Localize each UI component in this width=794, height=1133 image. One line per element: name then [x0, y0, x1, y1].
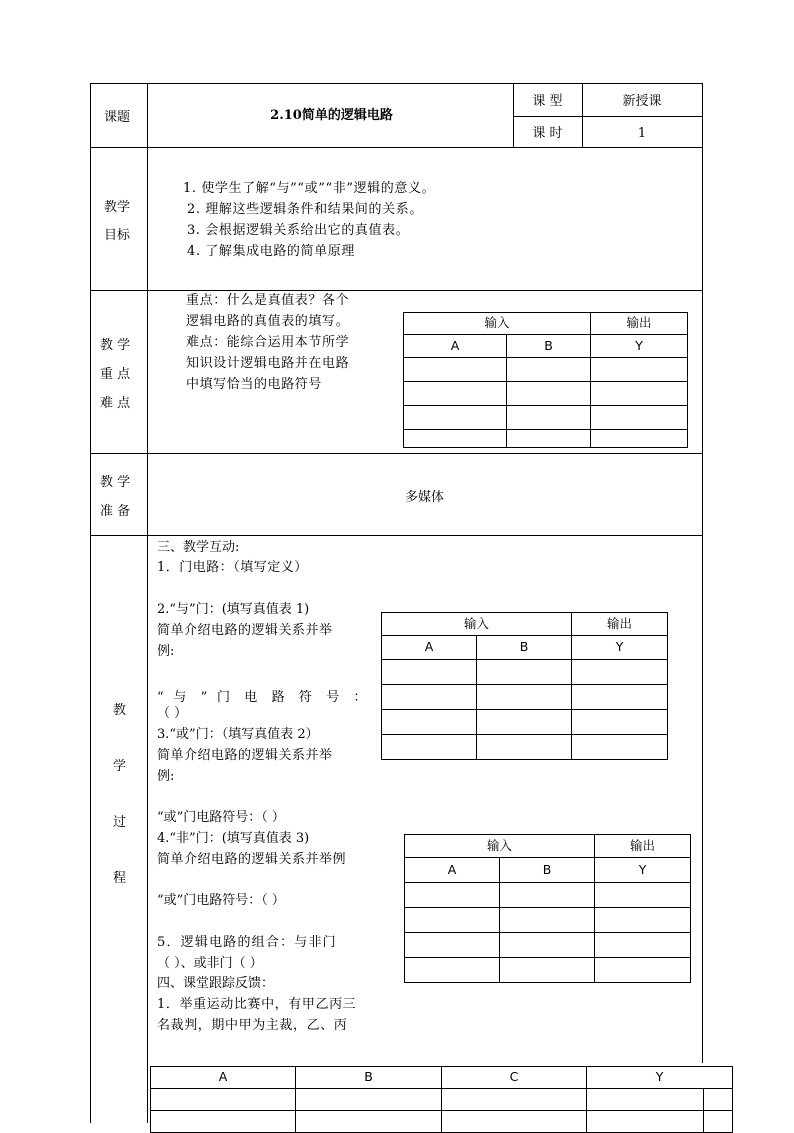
goal-item-2: 2. 理解这些逻辑条件和结果间的关系。: [187, 202, 423, 217]
process-label-3: 过: [113, 815, 127, 830]
process-label-4: 程: [113, 871, 127, 886]
tt3-input-header: 输入: [405, 835, 595, 858]
tt3-col-a: A: [405, 858, 500, 883]
keypoints-label-3: 难 点: [100, 396, 131, 411]
keypoints-line-2: 逻辑电路的真值表的填写。: [186, 314, 350, 329]
prep-value: 多媒体: [404, 490, 444, 505]
process-line-4: 简单介绍电路的逻辑关系并举: [157, 623, 333, 638]
process-label-2: 学: [113, 759, 127, 774]
divider-goals: [90, 290, 702, 291]
keypoints-label-2: 重 点: [100, 367, 131, 382]
hours-value: 1: [637, 126, 647, 141]
prep-label-1: 教 学: [100, 475, 131, 490]
header-mid-line: [513, 116, 702, 117]
tt-col-y: Y: [591, 335, 688, 358]
hours-label: 课 时: [532, 126, 563, 141]
process-line-18: 1．举重运动比赛中，有甲乙丙三: [157, 997, 357, 1012]
process-line-1: 三、教学互动:: [157, 540, 240, 555]
tt1-col-a: A: [382, 636, 477, 660]
bt-col-y: Y: [587, 1067, 733, 1089]
process-line-10: 例:: [157, 769, 175, 784]
process-line-14: “或”门电路符号：（ ）: [157, 893, 285, 908]
process-line-5: 例:: [157, 644, 175, 659]
frame-right: [702, 83, 703, 1063]
tt-output-header: 输出: [591, 313, 688, 335]
goal-item-1: 1. 使学生了解“与”“或”“非”逻辑的意义。: [183, 181, 436, 196]
frame-left: [90, 83, 91, 1123]
goal-item-3: 3. 会根据逻辑关系给出它的真值表。: [187, 223, 410, 238]
process-line-12: 4.“非”门：(填写真值表 3): [157, 831, 310, 846]
type-label: 课 型: [532, 94, 563, 109]
goal-item-4: 4. 了解集成电路的简单原理: [187, 244, 355, 259]
tt3-col-b: B: [500, 858, 595, 883]
process-line-3: 2.“与”门：(填写真值表 1): [157, 602, 310, 617]
divider-prep: [90, 535, 702, 536]
subject-label: 课题: [104, 110, 131, 125]
divider-header: [90, 147, 702, 148]
process-line-7: （ ）: [157, 706, 188, 721]
truth-table-1: [381, 612, 668, 760]
label-col-divider: [147, 83, 148, 1123]
keypoints-line-3: 难点：能综合运用本节所学: [186, 335, 350, 350]
tt3-col-y: Y: [595, 858, 691, 883]
bt-col-b: B: [296, 1067, 442, 1089]
process-line-17: 四、课堂跟踪反馈：: [157, 976, 275, 991]
tt-col-b: B: [507, 335, 591, 358]
process-line-11: “或”门电路符号：（ ）: [157, 810, 285, 825]
bt-col-c: C: [442, 1067, 587, 1089]
process-line-19: 名裁判，期中甲为主裁，乙、丙: [157, 1018, 348, 1033]
process-line-6: “ 与 ” 门 电 路 符 号 ：: [157, 690, 367, 705]
lesson-title: 2.10简单的逻辑电路: [270, 108, 393, 123]
bt-col-a: A: [151, 1067, 296, 1089]
tt1-input-header: 输入: [382, 613, 572, 636]
goals-label-1: 教学: [104, 200, 131, 215]
process-line-16: （ ）、或非门（ ）: [157, 956, 263, 971]
tt-col-a: A: [404, 335, 507, 358]
frame-top: [90, 83, 702, 84]
type-value: 新授课: [622, 94, 662, 109]
process-line-2: 1．门电路：（填写定义）: [157, 560, 308, 575]
tt-input-header: 输入: [404, 313, 591, 335]
goals-label-2: 目标: [104, 228, 131, 243]
tt3-output-header: 输出: [595, 835, 691, 858]
process-line-15: 5．逻辑电路的组合：与非门: [157, 935, 337, 950]
process-line-8: 3.“或”门：（填写真值表 2）: [157, 727, 319, 742]
keypoints-label-1: 教 学: [100, 338, 131, 353]
process-label-1: 教: [113, 703, 127, 718]
keypoints-line-1: 重点：什么是真值表？各个: [186, 293, 350, 308]
truth-table-keypoints: [403, 312, 688, 448]
process-line-9: 简单介绍电路的逻辑关系并举: [157, 748, 333, 763]
keypoints-line-5: 中填写恰当的电路符号: [186, 377, 323, 392]
tt1-output-header: 输出: [572, 613, 668, 636]
process-line-13: 简单介绍电路的逻辑关系并举例: [157, 852, 347, 867]
truth-table-3: [404, 834, 691, 983]
prep-label-2: 准 备: [100, 504, 131, 519]
keypoints-line-4: 知识设计逻辑电路并在电路: [186, 356, 350, 371]
divider-keypoints: [90, 453, 702, 454]
tt1-col-y: Y: [572, 636, 668, 660]
tt1-col-b: B: [477, 636, 572, 660]
